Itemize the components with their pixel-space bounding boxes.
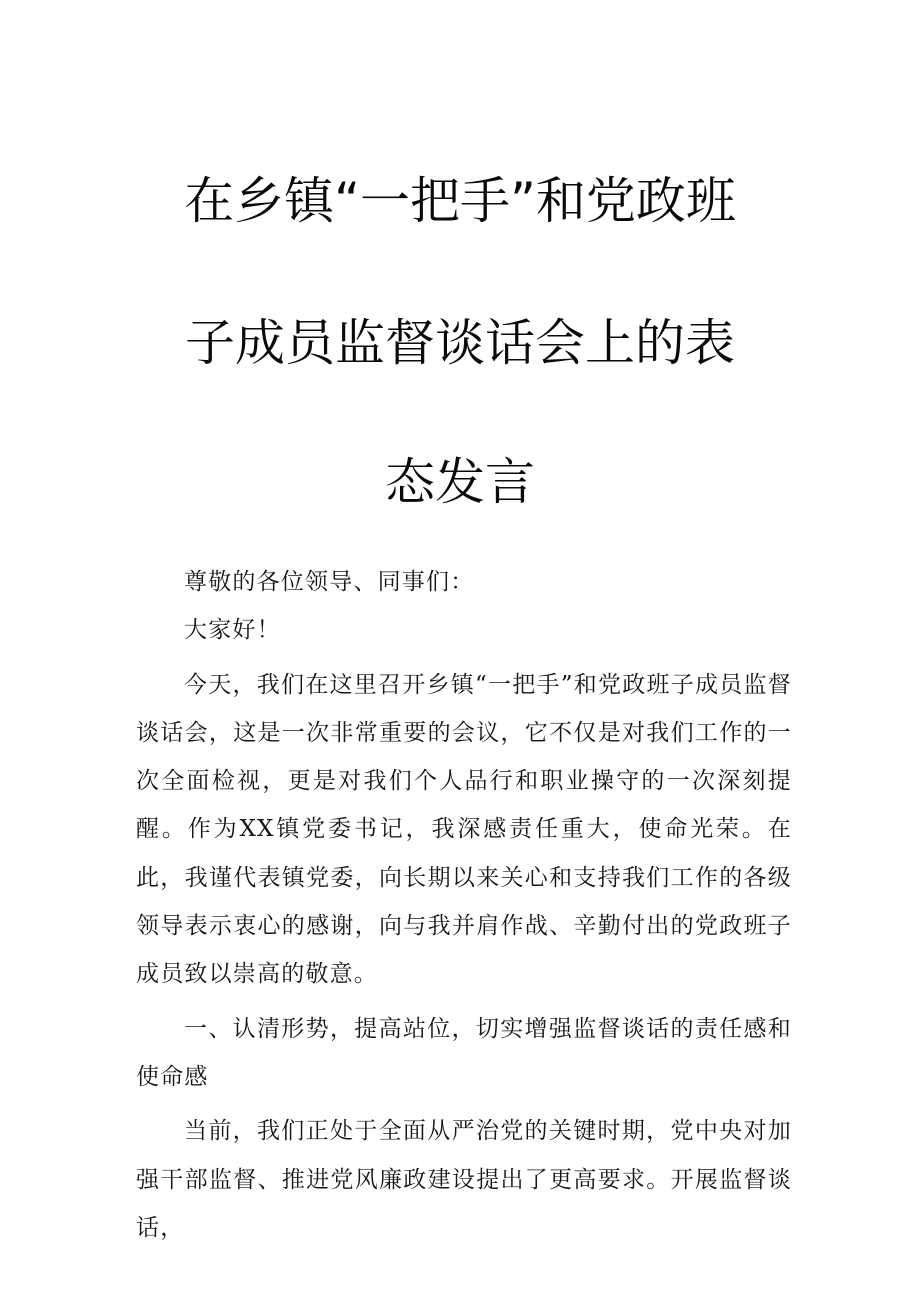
greeting: 大家好！	[184, 617, 281, 644]
paragraph-intro: 今天，我们在这里召开乡镇“一把手”和党政班子成员监督谈话会，这是一次非常重要的会议，它不仅是对我们工作的一次全面检视，更是对我们个人品行和职业操守的一次深刻提醒。作为XX镇党委书记，我深感责任重大，使命光荣。在此，我谨代表镇党委，向长期以来关心和支持我们工作的各级领导表示衷心的感谢，向与我并肩作战、辛勤付出的党政班子成员致以崇高的敬意。	[136, 671, 792, 988]
document-title-line-2: 子成员监督谈话会上的表	[185, 314, 735, 372]
paragraph-situation: 当前，我们正处于全面从严治党的关键时期，党中央对加强干部监督、推进党风廉政建设提出了更高要求。开展监督谈话，	[136, 1118, 792, 1241]
document-title-line-1: 在乡镇“一把手”和党政班	[184, 172, 736, 230]
document-body	[136, 558, 792, 1252]
salutation: 尊敬的各位领导、同事们：	[184, 569, 475, 595]
section-heading-1: 一、认清形势，提高站位，切实增强监督谈话的责任感和使命感	[136, 1015, 792, 1090]
document-title-line-3: 态发言	[385, 453, 535, 511]
